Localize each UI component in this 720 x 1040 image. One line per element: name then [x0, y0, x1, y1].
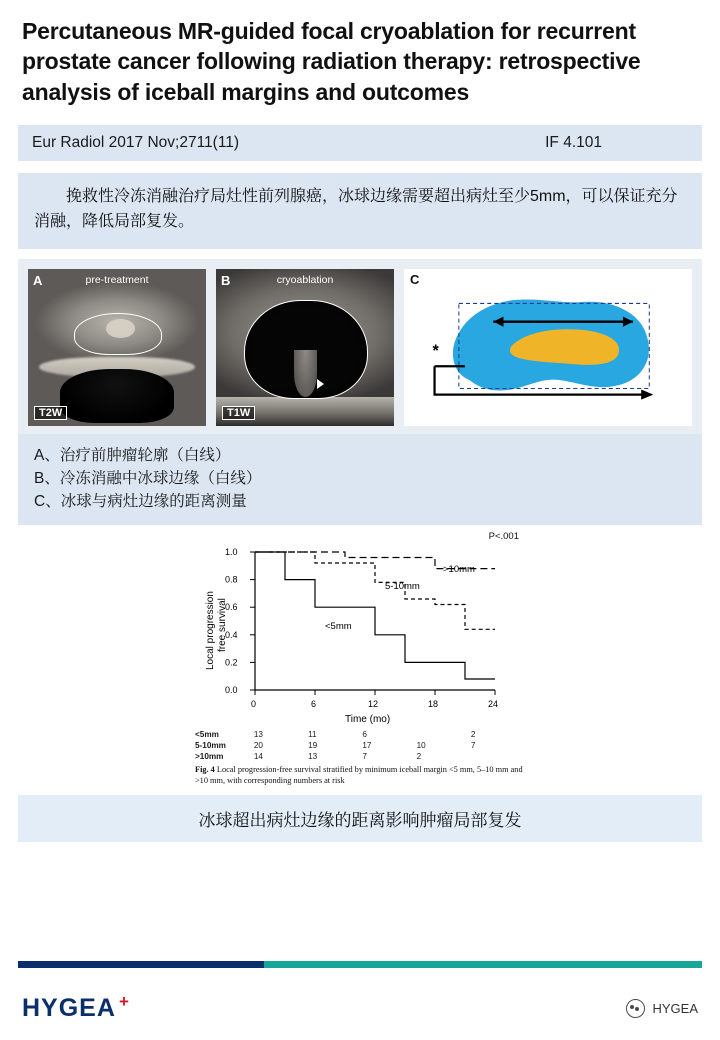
figure-legend-line-c: C、冰球与病灶边缘的距离测量 [34, 493, 247, 511]
risk-lt5-24: 2 [470, 730, 476, 740]
figure-legend-line-a: A、治疗前肿瘤轮廓（白线） [34, 446, 231, 464]
figure-4-caption-text: Local progression-free survival stratified by minimum iceball margin <5 mm, 5–10 mm and >10 mm, with corresponding numbers at risk [195, 765, 523, 786]
panel-c-tag: C [410, 271, 420, 287]
x-axis-label: Time (mo) [345, 714, 391, 726]
logo-plus-icon: + [118, 991, 130, 1011]
km-plot [195, 542, 525, 727]
panel-b-sequence: T1W [222, 406, 255, 420]
table-row [195, 751, 525, 762]
figure-panel-a [28, 269, 206, 426]
risk-lt5-6: 11 [308, 730, 317, 740]
footer-rule [18, 961, 702, 968]
svg-text:24: 24 [488, 699, 499, 710]
mri-image-t1w [216, 269, 394, 426]
y-tick-labels [225, 547, 255, 695]
svg-text:0.2: 0.2 [225, 657, 238, 668]
panel-a-tag: A [33, 272, 43, 288]
impact-factor: IF 4.101 [545, 134, 602, 152]
journal-bar [18, 125, 702, 161]
svg-text:12: 12 [368, 699, 379, 710]
risk-gt10-18: 2 [416, 752, 422, 762]
series-label-gt10mm: >10mm [443, 564, 475, 576]
mri-rectum [60, 369, 174, 422]
km-chart [195, 531, 525, 787]
risk-gt10-24 [471, 751, 525, 762]
lesion-region [106, 319, 134, 338]
figure-panel-c [404, 269, 692, 426]
svg-text:6: 6 [311, 699, 317, 710]
figure-4-caption [195, 765, 525, 787]
wechat-label: HYGEA [652, 1000, 698, 1016]
risk-row-label-gt10: >10mm [195, 752, 224, 762]
footer [0, 976, 720, 1040]
arrowhead-marker-icon [317, 379, 324, 389]
figure-legend-line-b: B、冷冻消融中冰球边缘（白线） [34, 469, 262, 487]
svg-text:0.6: 0.6 [225, 602, 238, 613]
logo-hygea [22, 991, 130, 1023]
risk-lt5-18 [417, 729, 471, 740]
figure-panel-b [216, 269, 394, 426]
svg-text:0.8: 0.8 [225, 575, 238, 586]
risk-gt10-6: 13 [308, 752, 318, 762]
km-chart-wrap [18, 531, 702, 787]
summary-text: 挽救性冷冻消融治疗局灶性前列腺癌，冰球边缘需要超出病灶至少5mm，可以保证充分消融，降低局部复发。 [34, 188, 678, 230]
conclusion-box: 冰球超出病灶边缘的距离影响肿瘤局部复发 [18, 795, 702, 842]
svg-text:0: 0 [251, 699, 257, 710]
series-label-lt5mm: <5mm [325, 621, 352, 633]
risk-lt5-0: 13 [253, 730, 263, 740]
journal-citation: Eur Radiol 2017 Nov;2711(11) [32, 134, 240, 152]
figure-4-caption-label: Fig. 4 [195, 765, 215, 775]
page-title: Percutaneous MR-guided focal cryoablation for recurrent prostate cancer following radiation therapy: retrospective analysis of iceball margins and outcomes [22, 18, 641, 105]
svg-text:18: 18 [428, 699, 439, 710]
x-tick-labels [251, 690, 498, 709]
y-axis-label-line1: Local progression [205, 591, 216, 671]
panel-b-tag: B [221, 272, 231, 288]
panel-a-caption: pre-treatment [85, 273, 149, 286]
figure-legend [18, 434, 702, 526]
svg-text:1.0: 1.0 [225, 547, 238, 558]
figure-row [18, 259, 702, 434]
wechat-account [626, 999, 698, 1018]
risk-5to10-18: 10 [416, 741, 426, 751]
km-pvalue: P<.001 [488, 531, 519, 543]
summary-box [18, 173, 702, 249]
risk-5to10-24: 7 [470, 741, 476, 751]
schematic-diagram [404, 269, 692, 426]
numbers-at-risk-table [195, 729, 525, 762]
panel-b-caption: cryoablation [276, 273, 334, 286]
risk-5to10-6: 19 [308, 741, 318, 751]
y-axis-label-line2: free survival [217, 598, 228, 653]
arrow-head-margin-icon [641, 389, 653, 399]
risk-5to10-12: 17 [362, 741, 372, 751]
table-row [195, 740, 525, 751]
risk-5to10-0: 20 [253, 741, 263, 751]
risk-row-label-5to10: 5-10mm [195, 741, 226, 751]
wechat-icon [626, 999, 645, 1018]
mri-image-t2w [28, 269, 206, 426]
svg-text:0.4: 0.4 [225, 630, 238, 641]
risk-row-label-lt5: <5mm [195, 730, 219, 740]
table-row [195, 729, 525, 740]
risk-gt10-12: 7 [362, 752, 367, 762]
svg-text:0.0: 0.0 [225, 685, 238, 696]
risk-lt5-12: 6 [362, 730, 367, 740]
series-label-5to10mm: 5-10mm [385, 581, 420, 593]
margin-asterisk-label: * [432, 341, 439, 360]
panel-a-sequence: T2W [34, 406, 67, 420]
logo-text: HYGEA [22, 993, 116, 1022]
risk-gt10-0: 14 [253, 752, 263, 762]
